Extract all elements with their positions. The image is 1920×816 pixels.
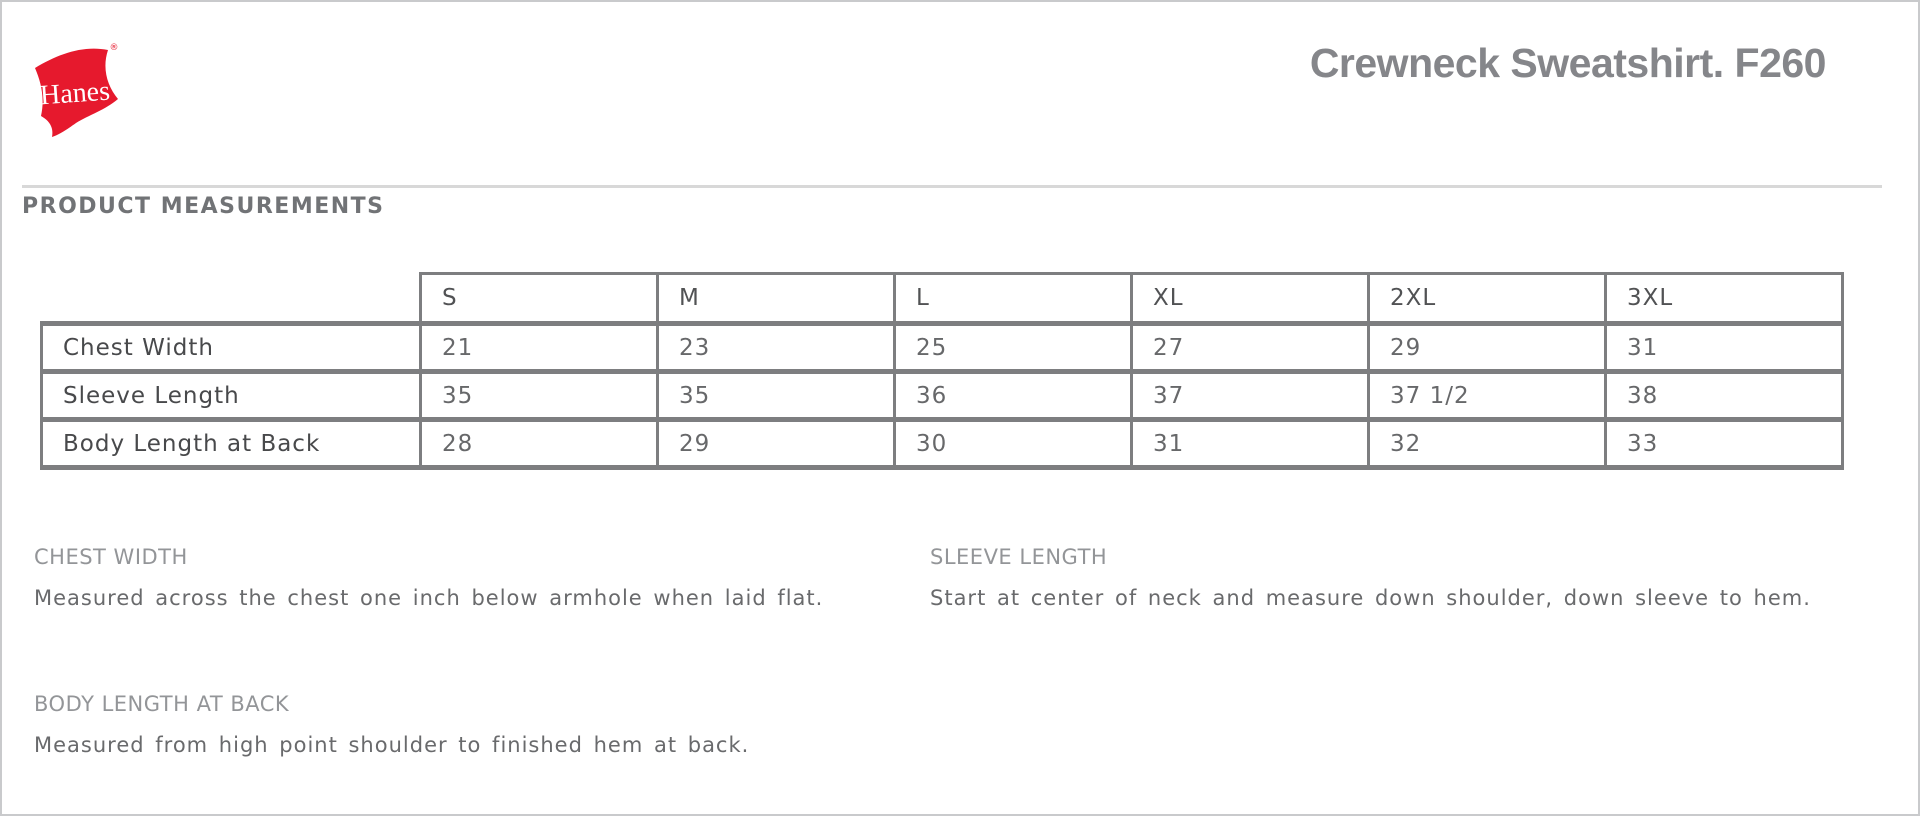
- measurement-cell: 37 1/2: [1369, 372, 1606, 420]
- size-header-row: [42, 274, 1843, 324]
- measurement-cell: 23: [658, 324, 895, 372]
- registered-mark: ®: [109, 43, 119, 53]
- measurement-cell: 38: [1606, 372, 1843, 420]
- size-column-header: 2XL: [1369, 274, 1606, 324]
- measurement-cell: 28: [421, 420, 658, 468]
- measurement-cell: 21: [421, 324, 658, 372]
- size-column-header: L: [895, 274, 1132, 324]
- table-row-sleeve-length: [42, 372, 1843, 420]
- table-row-chest-width: [42, 324, 1843, 372]
- section-title: PRODUCT MEASUREMENTS: [22, 194, 385, 219]
- measurement-cell: 36: [895, 372, 1132, 420]
- measurement-cell: 25: [895, 324, 1132, 372]
- size-column-header: S: [421, 274, 658, 324]
- measurement-cell: 29: [658, 420, 895, 468]
- measurement-cell: 30: [895, 420, 1132, 468]
- size-column-header: XL: [1132, 274, 1369, 324]
- note-description: Measured across the chest one inch below armhole when laid flat.: [34, 586, 824, 610]
- logo-wordmark: Hanes: [38, 75, 111, 112]
- note-body-length-at-back: [34, 692, 749, 757]
- note-heading: BODY LENGTH AT BACK: [34, 692, 290, 716]
- note-sleeve-length: [930, 545, 1811, 610]
- table-corner-cell: [42, 274, 421, 324]
- row-label: Body Length at Back: [42, 420, 421, 468]
- hanes-flag-icon: [26, 38, 122, 140]
- measurement-cell: 37: [1132, 372, 1369, 420]
- measurement-cell: 31: [1132, 420, 1369, 468]
- size-column-header: M: [658, 274, 895, 324]
- note-description: Measured from high point shoulder to finished hem at back.: [34, 733, 750, 757]
- row-label: Chest Width: [42, 324, 421, 372]
- measurement-cell: 35: [658, 372, 895, 420]
- measurement-cell: 27: [1132, 324, 1369, 372]
- note-heading: CHEST WIDTH: [34, 545, 188, 569]
- table-row-body-length: [42, 420, 1843, 468]
- measurement-cell: 29: [1369, 324, 1606, 372]
- size-table: [40, 272, 1844, 470]
- measurement-cell: 32: [1369, 420, 1606, 468]
- note-chest-width: [34, 545, 823, 610]
- note-heading: SLEEVE LENGTH: [930, 545, 1108, 569]
- measurement-cell: 33: [1606, 420, 1843, 468]
- header-divider: [22, 185, 1882, 188]
- note-description: Start at center of neck and measure down shoulder, down sleeve to hem.: [930, 586, 1811, 610]
- page-title: Crewneck Sweatshirt. F260: [1309, 40, 1826, 86]
- hanes-logo: [26, 38, 122, 140]
- measurement-cell: 35: [421, 372, 658, 420]
- size-column-header: 3XL: [1606, 274, 1843, 324]
- row-label: Sleeve Length: [42, 372, 421, 420]
- measurement-cell: 31: [1606, 324, 1843, 372]
